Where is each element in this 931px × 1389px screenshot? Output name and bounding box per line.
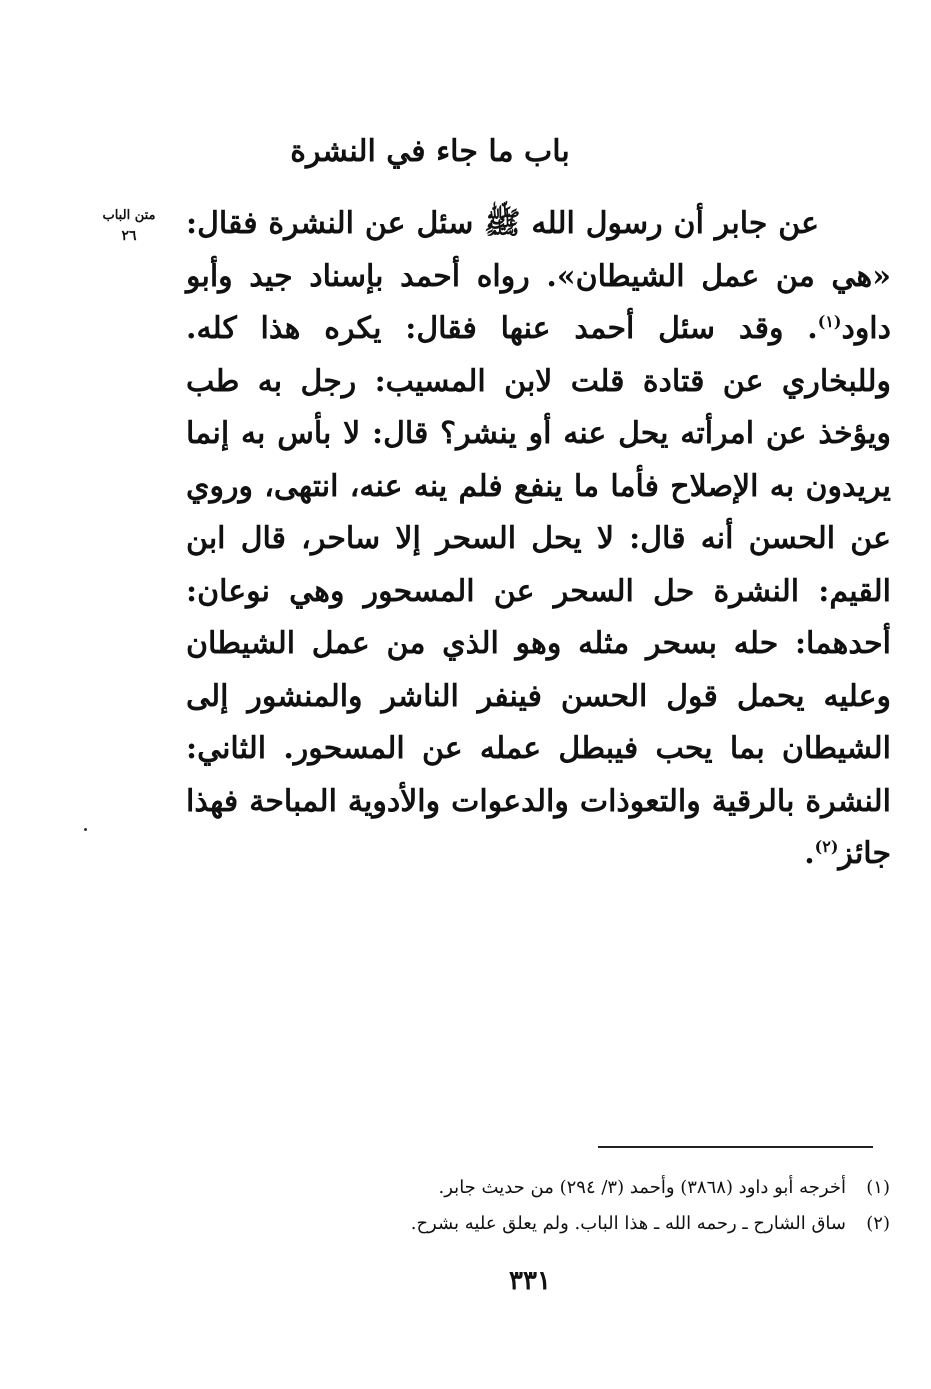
footnote-number: (٢)	[866, 1213, 890, 1234]
main-text	[186, 198, 891, 881]
main-text-part-2: . وقد سئل أحمد عنها فقال: يكره هذا كله. وللبخاري عن قتادة قلت لابن المسيب: رجل به طب ويؤخذ عن امرأته يحل عنه أو ينشر؟ قال: لا بأس به إنما يريدون به الإصلاح فأما ما ينفع فلم ينه عنه، انتهى، وروي عن الحسن أنه قال: لا يحل السحر إلا ساحر، قال ابن القيم: النشرة حل السحر عن المسحور وهي نوعان: أحدهما: حله بسحر مثله وهو الذي من عمل الشيطان وعليه يحمل قول الحسن فينفر الناشر والمنشور إلى الشيطان بما يحب فيبطل عمله عن المسحور. الثاني: النشرة بالرقية والتعوذات والدعوات والأدوية المباحة فهذا جائز	[186, 311, 891, 871]
main-text-part-3: .	[804, 836, 815, 871]
print-speck	[84, 828, 87, 831]
footnote-separator	[598, 1146, 873, 1148]
margin-note-number: ٢٦	[121, 228, 137, 244]
margin-note	[80, 206, 178, 246]
footnote-text: أخرجه أبو داود (٣٨٦٨) وأحمد (٣/ ٢٩٤) من حديث جابر.	[438, 1177, 846, 1198]
chapter-heading: باب ما جاء في النشرة	[290, 134, 570, 169]
margin-note-label: متن الباب	[102, 208, 156, 223]
footnote-number: (١)	[866, 1177, 890, 1198]
footnote-item	[300, 1170, 890, 1206]
footnote-ref-2: (٢)	[814, 837, 839, 856]
footnote-text: ساق الشارح ـ رحمه الله ـ هذا الباب. ولم يعلق عليه بشرح.	[410, 1213, 846, 1234]
page-number: ٣٣١	[509, 1266, 551, 1296]
footnotes	[300, 1170, 890, 1242]
main-text-part-1: عن جابر أن رسول الله ﷺ سئل عن النشرة فقال: «هي من عمل الشيطان». رواه أحمد بإسناد جيد وأبو داود	[186, 206, 891, 346]
footnote-item	[300, 1206, 890, 1242]
footnote-ref-1: (١)	[817, 312, 842, 331]
